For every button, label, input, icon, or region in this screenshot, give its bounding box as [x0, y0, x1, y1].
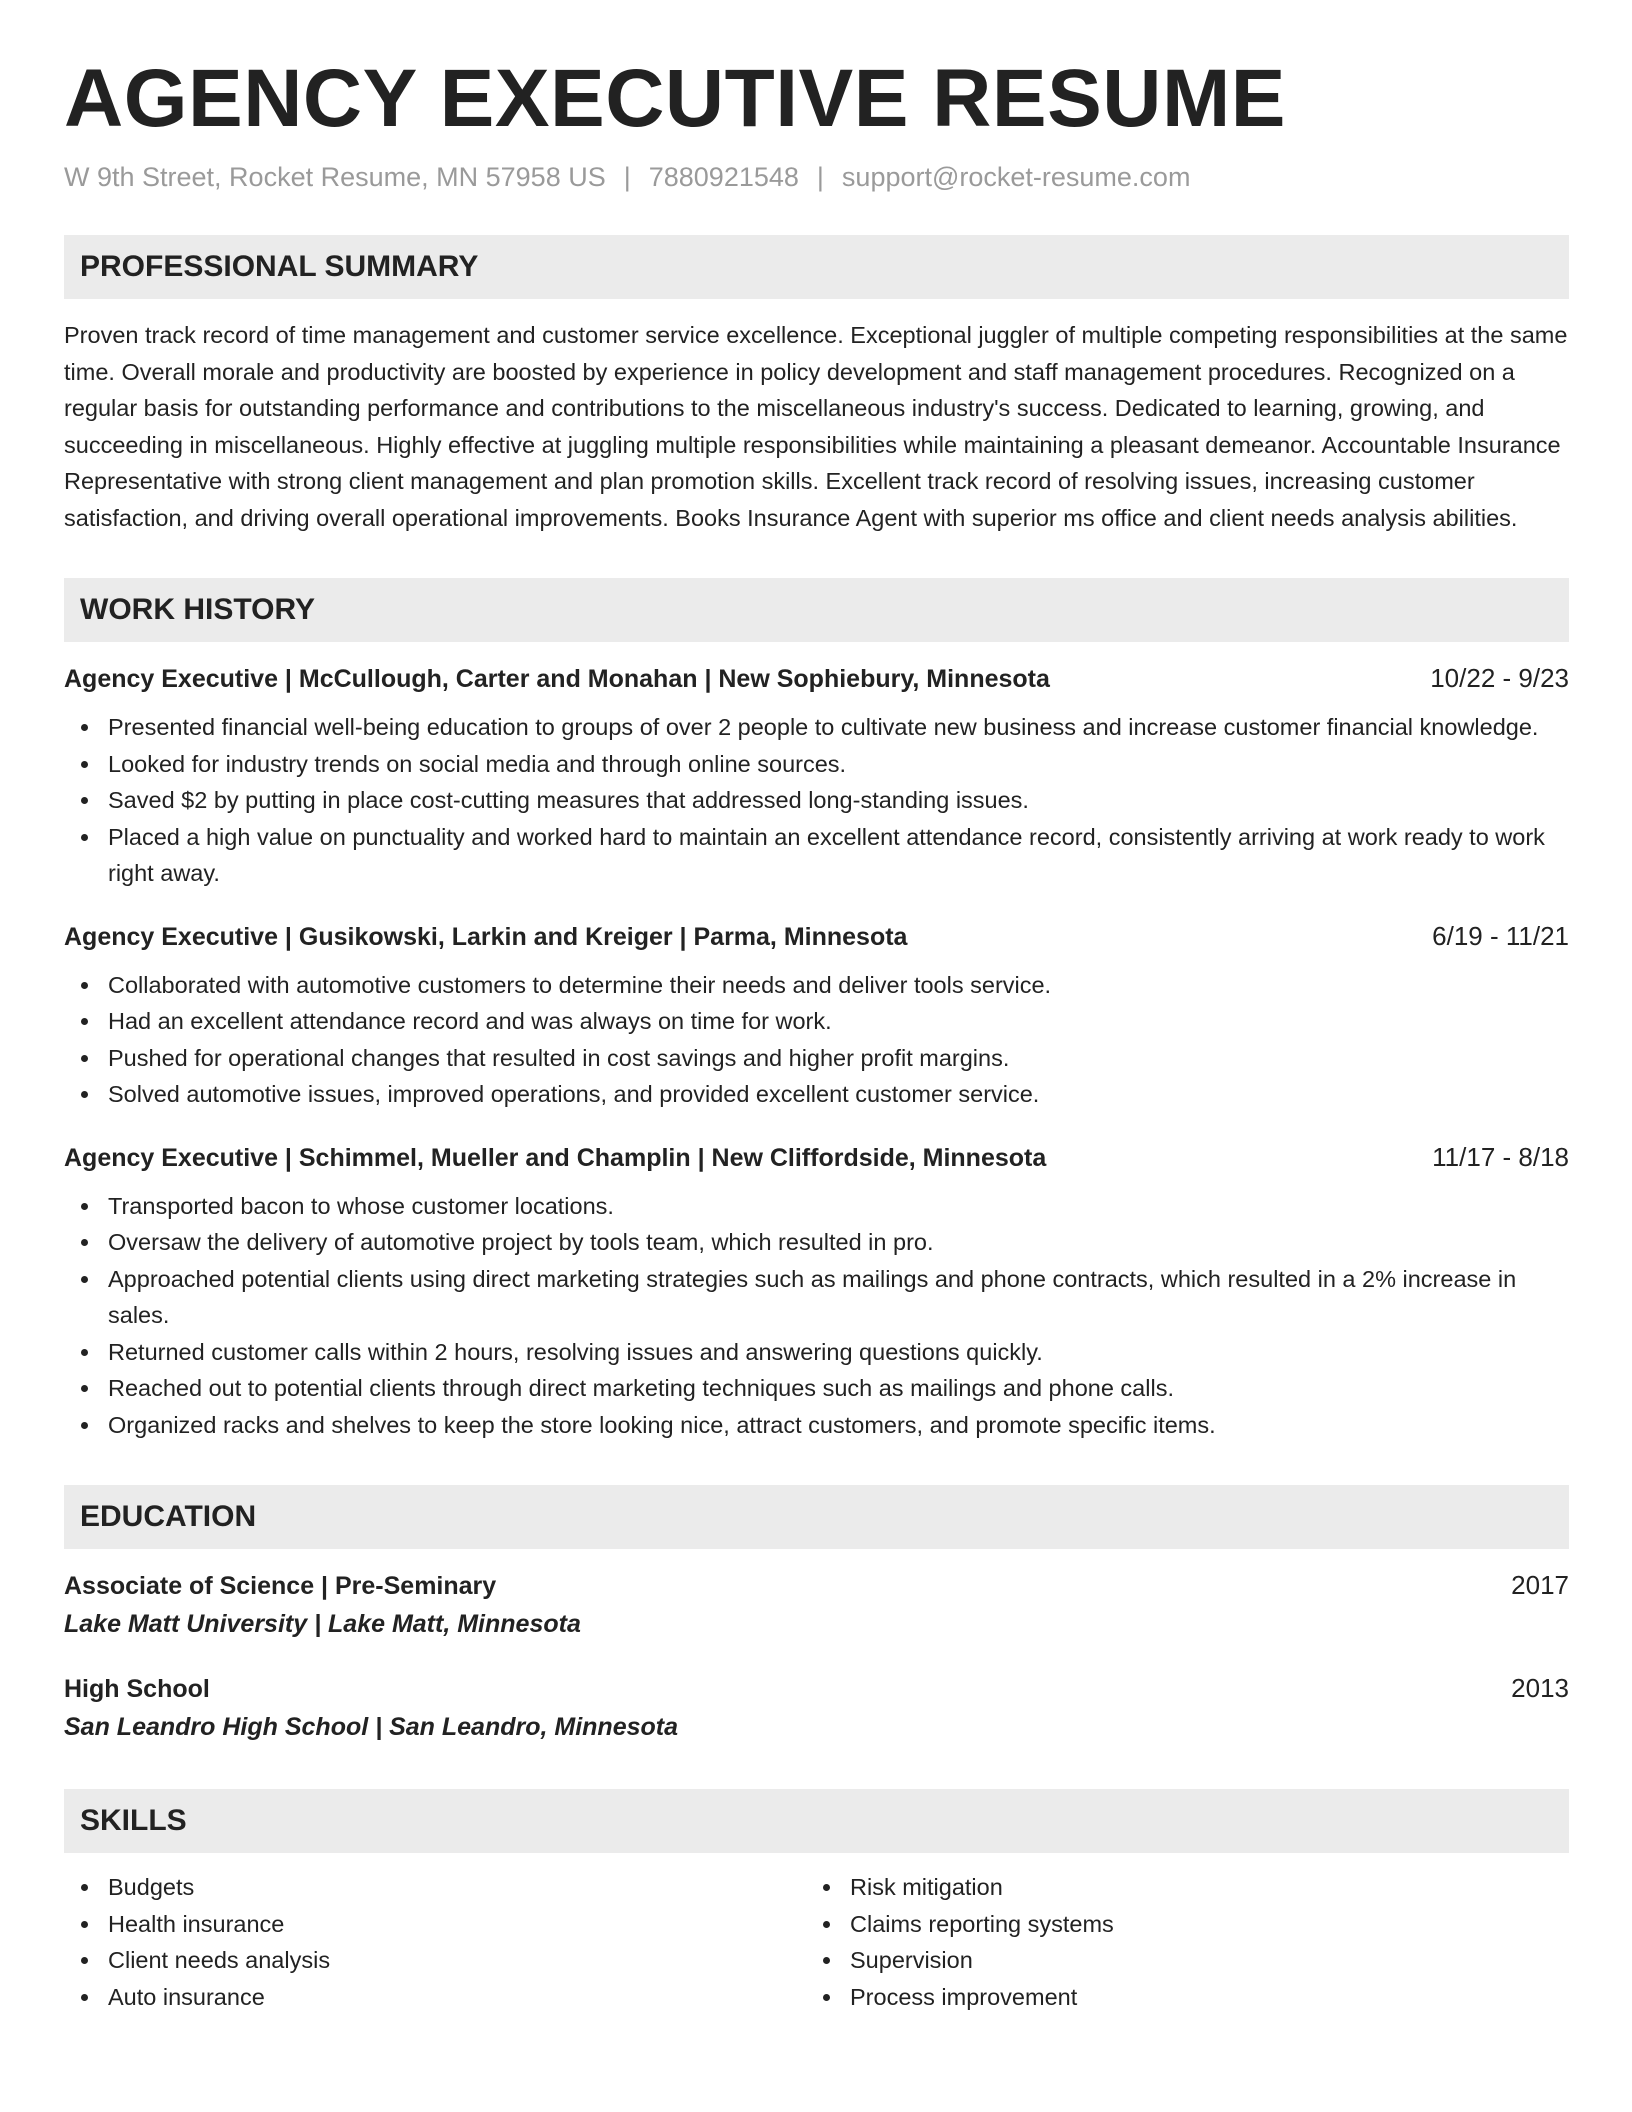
skill-text: Client needs analysis: [108, 1947, 331, 1974]
skill-item: [64, 1942, 806, 1979]
skill-text: Health insurance: [108, 1910, 285, 1937]
bullet-text: Collaborated with automotive customers to determine their needs and deliver tools service.: [108, 971, 1052, 998]
bullet-dot: [81, 1921, 88, 1928]
skill-text: Budgets: [108, 1874, 195, 1901]
bullet-text: Organized racks and shelves to keep the store looking nice, attract customers, and promote specific items.: [108, 1411, 1216, 1438]
summary-text: Proven track record of time management and customer service excellence. Exceptional juggler of multiple competing responsibilities at the same time. Overall morale and productivity are boosted by experience in policy development and staff management procedures. Recognized on a regular basis for outstanding performance and contributions to the miscellaneous industry's success. Dedicated to learning, growing, and succeeding in miscellaneous. Highly effective at juggling multiple responsibilities while maintaining a pleasant demeanor. Accountable Insurance Representative with strong client management and plan promotion skills. Excellent track record of resolving issues, increasing customer satisfaction, and driving overall operational improvements. Books Insurance Agent with superior ms office and client needs analysis abilities.: [64, 322, 1568, 531]
contact-separator: |: [623, 162, 631, 193]
job-dates: 6/19 - 11/21: [1432, 920, 1569, 951]
bullet-text: Looked for industry trends on social media and through online sources.: [108, 750, 847, 777]
bullet-text: Approached potential clients using direct marketing strategies such as mailings and phone contracts, which resulted in a 2% increase in sales.: [108, 1265, 1517, 1329]
bullet-text: Reached out to potential clients through direct marketing techniques such as mailings and phone calls.: [108, 1375, 1174, 1402]
education-entry: [64, 1670, 1569, 1747]
bullet-dot: [81, 1091, 88, 1098]
skills-grid: [64, 1869, 1569, 2015]
skill-text: Auto insurance: [108, 1983, 265, 2010]
bullet-item: [64, 1334, 1569, 1371]
graduation-year: 2017: [1511, 1570, 1569, 1601]
job-header: [64, 660, 1569, 697]
skill-item: [64, 1869, 806, 1906]
bullet-item: [64, 819, 1569, 892]
job-dates: 10/22 - 9/23: [1430, 663, 1569, 694]
bullet-dot: [81, 761, 88, 768]
job-title: Agency Executive | McCullough, Carter and Monahan | New Sophiebury, Minnesota: [64, 665, 1050, 694]
skill-text: Process improvement: [850, 1983, 1078, 2010]
job-bullets: [64, 967, 1569, 1113]
bullet-dot: [81, 982, 88, 989]
bullet-dot: [81, 1884, 88, 1891]
skills-column-left: [64, 1869, 806, 2015]
resume-title: AGENCY EXECUTIVE RESUME: [64, 53, 1287, 144]
school-name: Lake Matt University | Lake Matt, Minnesota: [64, 1610, 581, 1639]
section-header-summary: PROFESSIONAL SUMMARY: [64, 235, 1569, 299]
education-header: [64, 1670, 1569, 1707]
skills-list: [806, 1869, 1569, 2015]
bullet-dot: [823, 1884, 830, 1891]
skill-item: [64, 1979, 806, 2016]
job-bullets: [64, 709, 1569, 892]
bullet-item: [64, 1076, 1569, 1113]
skill-item: [806, 1979, 1569, 2016]
skill-text: Supervision: [850, 1947, 973, 1974]
job-bullets: [64, 1188, 1569, 1444]
contact-separator: |: [816, 162, 824, 193]
bullet-text: Presented financial well-being education to groups of over 2 people to cultivate new business and increase customer financial knowledge.: [108, 714, 1539, 741]
bullet-text: Oversaw the delivery of automotive project by tools team, which resulted in pro.: [108, 1229, 934, 1256]
skill-item: [64, 1906, 806, 1943]
skill-text: Claims reporting systems: [850, 1910, 1114, 1937]
job-header: [64, 918, 1569, 955]
bullet-text: Transported bacon to whose customer locations.: [108, 1192, 614, 1219]
bullet-dot: [81, 1239, 88, 1246]
job-dates: 11/17 - 8/18: [1432, 1141, 1569, 1172]
skills-list: [64, 1869, 806, 2015]
bullet-dot: [81, 1957, 88, 1964]
job-title: Agency Executive | Schimmel, Mueller and Champlin | New Cliffordside, Minnesota: [64, 1143, 1047, 1172]
job-title: Agency Executive | Gusikowski, Larkin and Kreiger | Parma, Minnesota: [64, 922, 908, 951]
job-entry: [64, 660, 1569, 892]
skill-item: [806, 1942, 1569, 1979]
skill-text: Risk mitigation: [850, 1874, 1003, 1901]
contact-phone: 7880921548: [648, 162, 799, 193]
degree-title: Associate of Science | Pre-Seminary: [64, 1572, 497, 1601]
bullet-item: [64, 1407, 1569, 1444]
bullet-item: [64, 1224, 1569, 1261]
bullet-dot: [81, 1385, 88, 1392]
bullet-text: Placed a high value on punctuality and worked hard to maintain an excellent attendance record, consistently arriving at work ready to work right away.: [108, 823, 1545, 887]
skill-item: [806, 1906, 1569, 1943]
skills-column-right: [806, 1869, 1569, 2015]
bullet-item: [64, 1040, 1569, 1077]
section-header-education: EDUCATION: [64, 1485, 1569, 1549]
contact-line: [64, 162, 1569, 193]
bullet-dot: [81, 724, 88, 731]
bullet-item: [64, 1188, 1569, 1225]
bullet-text: Saved $2 by putting in place cost-cutting measures that addressed long-standing issues.: [108, 787, 1029, 814]
bullet-item: [64, 709, 1569, 746]
skill-item: [806, 1869, 1569, 1906]
bullet-item: [64, 1370, 1569, 1407]
job-entry: [64, 1139, 1569, 1444]
bullet-dot: [81, 1349, 88, 1356]
education-header: [64, 1567, 1569, 1604]
bullet-dot: [81, 1203, 88, 1210]
bullet-dot: [81, 1422, 88, 1429]
bullet-text: Had an excellent attendance record and was always on time for work.: [108, 1008, 832, 1035]
bullet-item: [64, 782, 1569, 819]
degree-title: High School: [64, 1675, 210, 1704]
contact-email: support@rocket-resume.com: [841, 162, 1191, 193]
bullet-item: [64, 967, 1569, 1004]
bullet-dot: [81, 1276, 88, 1283]
bullet-dot: [823, 1957, 830, 1964]
contact-address: W 9th Street, Rocket Resume, MN 57958 US: [64, 162, 606, 193]
bullet-item: [64, 1261, 1569, 1334]
bullet-dot: [823, 1994, 830, 2001]
bullet-dot: [81, 1055, 88, 1062]
bullet-item: [64, 746, 1569, 783]
bullet-dot: [81, 797, 88, 804]
job-entry: [64, 918, 1569, 1113]
bullet-text: Returned customer calls within 2 hours, resolving issues and answering questions quickly.: [108, 1338, 1043, 1365]
bullet-text: Pushed for operational changes that resulted in cost savings and higher profit margins.: [108, 1044, 1010, 1071]
bullet-item: [64, 1003, 1569, 1040]
graduation-year: 2013: [1511, 1673, 1569, 1704]
bullet-dot: [81, 834, 88, 841]
section-header-work-history: WORK HISTORY: [64, 578, 1569, 642]
school-name: San Leandro High School | San Leandro, Minnesota: [64, 1713, 679, 1742]
job-header: [64, 1139, 1569, 1176]
bullet-dot: [823, 1921, 830, 1928]
bullet-dot: [81, 1994, 88, 2001]
bullet-text: Solved automotive issues, improved operations, and provided excellent customer service.: [108, 1081, 1040, 1108]
section-header-skills: SKILLS: [64, 1789, 1569, 1853]
bullet-dot: [81, 1018, 88, 1025]
education-entry: [64, 1567, 1569, 1644]
